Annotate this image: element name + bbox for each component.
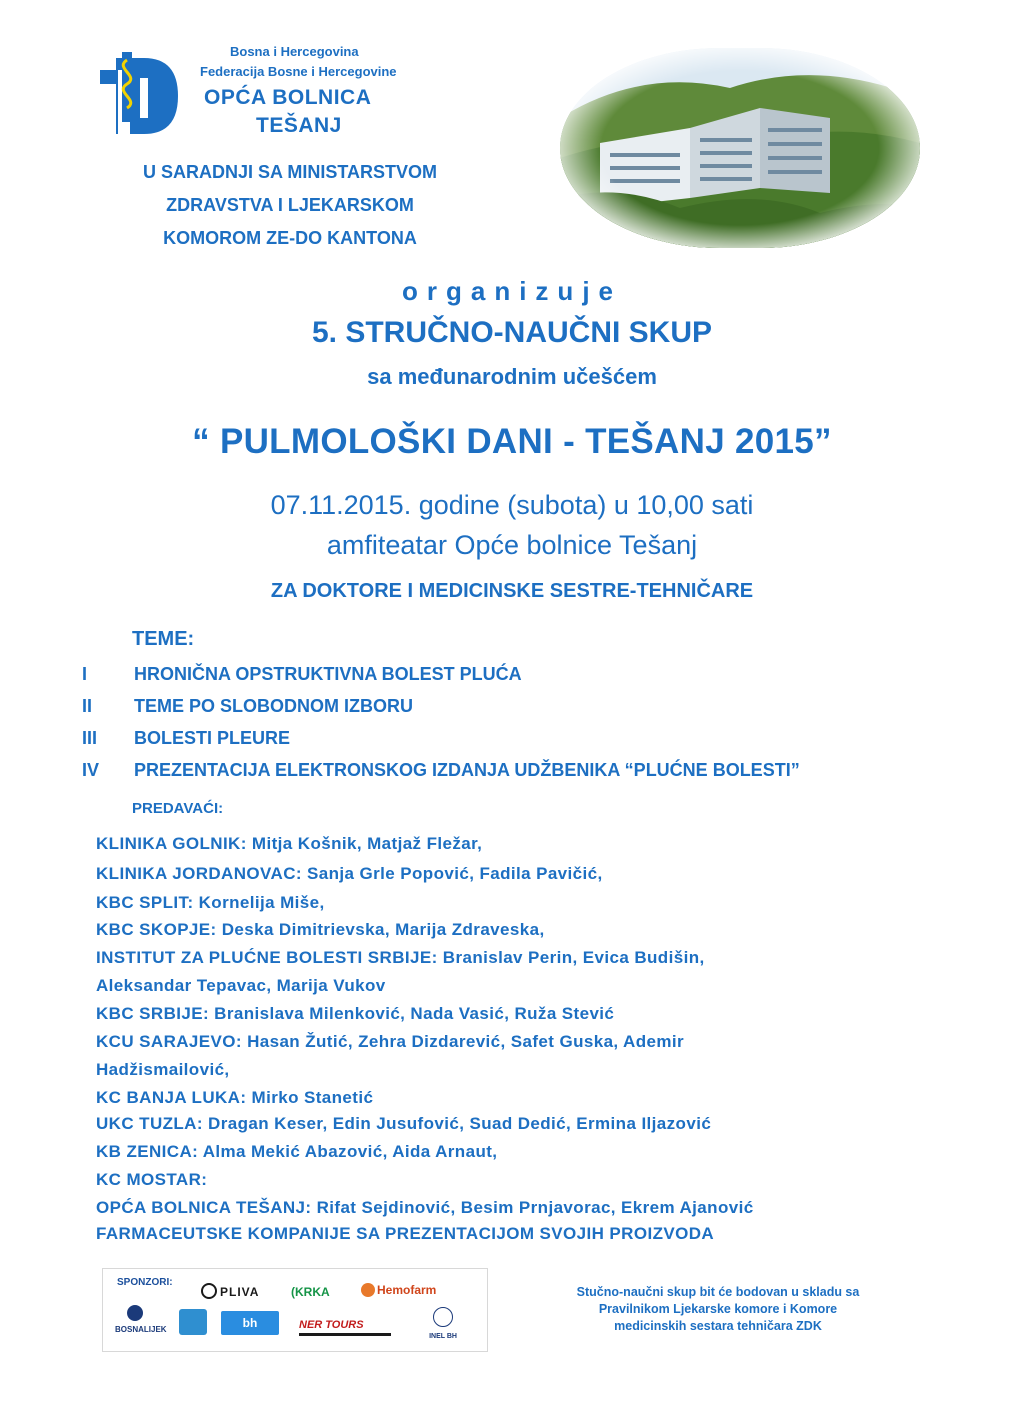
cooperation-line1: U SARADNJI SA MINISTARSTVOM bbox=[142, 162, 437, 182]
lecturer-line: KBC SRBIJE: Branislava Milenković, Nada Vasić, Ruža Stević bbox=[96, 1004, 615, 1023]
lecturer-line: UKC TUZLA: Dragan Keser, Edin Jusufović, Suad Dedić, Ermina Iljazović bbox=[96, 1114, 712, 1133]
lecturer-line: KLINIKA GOLNIK: Mitja Košnik, Matjaž Fležar, bbox=[96, 834, 483, 853]
note-line2: Pravilnikom Ljekarske komore i Komore bbox=[598, 1302, 838, 1316]
hospital-logo bbox=[96, 48, 182, 138]
sponsor-inel: INEL BH bbox=[421, 1307, 465, 1341]
sponsor-pliva: PLIVA bbox=[201, 1283, 259, 1299]
hospital-name-line2: TEŠANJ bbox=[256, 114, 342, 137]
topic-item: IV PREZENTACIJA ELEKTRONSKOG IZDANJA UDŽBENIKA “PLUĆNE BOLESTI” bbox=[82, 760, 800, 780]
lecturers-label: PREDAVAĆI: bbox=[132, 800, 224, 817]
cooperation-line2: ZDRAVSTVA I LJEKARSKOM bbox=[166, 195, 414, 215]
event-title: 5. STRUČNO-NAUČNI SKUP bbox=[311, 316, 713, 349]
lecturer-line: KC MOSTAR: bbox=[96, 1170, 208, 1189]
lecturer-line: FARMACEUTSKE KOMPANIJE SA PREZENTACIJOM SVOJIH PROIZVODA bbox=[96, 1224, 715, 1243]
krka-icon: ( bbox=[291, 1285, 295, 1299]
event-subtitle: sa međunarodnim učešćem bbox=[367, 364, 657, 389]
inel-icon bbox=[433, 1307, 453, 1327]
event-venue: amfiteatar Opće bolnice Tešanj bbox=[326, 530, 698, 560]
sponsors-box bbox=[102, 1268, 488, 1352]
lecturer-line: KBC SKOPJE: Deska Dimitrievska, Marija Zdraveska, bbox=[96, 920, 545, 939]
event-name: “ PULMOLOŠKI DANI - TEŠANJ 2015” bbox=[192, 422, 832, 461]
lecturer-line: KCU SARAJEVO: Hasan Žutić, Zehra Dizdarević, Safet Guska, Ademir bbox=[96, 1032, 685, 1051]
lecturer-line: KBC SPLIT: Kornelija Miše, bbox=[96, 893, 325, 912]
sponsor-bh: bh bbox=[221, 1311, 279, 1335]
sponsor-ner-tours: NER TOURS bbox=[299, 1317, 391, 1336]
organizes-text: organizuje bbox=[401, 276, 622, 306]
lecturer-line: KC BANJA LUKA: Mirko Stanetić bbox=[96, 1088, 374, 1107]
country-text: Bosna i Hercegovina bbox=[230, 44, 359, 59]
sponsor-hemofarm: Hemofarm bbox=[361, 1283, 436, 1297]
hemofarm-icon bbox=[361, 1283, 375, 1297]
lecturer-line: KB ZENICA: Alma Mekić Abazović, Aida Arnaut, bbox=[96, 1142, 498, 1161]
note-line3: medicinskih sestara tehničara ZDK bbox=[614, 1319, 822, 1333]
event-audience: ZA DOKTORE I MEDICINSKE SESTRE-TEHNIČARE bbox=[270, 580, 754, 602]
topic-item: II TEME PO SLOBODNOM IZBORU bbox=[82, 696, 413, 716]
sponsor-bosnalijek: BOSNALIJEK bbox=[115, 1305, 155, 1335]
sponsor-farmavita bbox=[179, 1309, 207, 1338]
farmavita-icon bbox=[179, 1309, 207, 1335]
hospital-name-line1: OPĆA BOLNICA bbox=[204, 86, 372, 109]
topics-label: TEME: bbox=[132, 628, 195, 650]
lecturer-line: Aleksandar Tepavac, Marija Vukov bbox=[96, 976, 386, 995]
sponsors-label: SPONZORI: bbox=[117, 1277, 173, 1288]
lecturer-line: Hadžismailović, bbox=[96, 1060, 230, 1079]
pliva-icon bbox=[201, 1283, 217, 1299]
topic-item: I HRONIČNA OPSTRUKTIVNA BOLEST PLUĆA bbox=[82, 664, 522, 684]
lecturer-line: KLINIKA JORDANOVAC: Sanja Grle Popović, Fadila Pavičić, bbox=[96, 864, 603, 883]
note-line1: Stučno-naučni skup bit će bodovan u skladu sa bbox=[576, 1285, 860, 1299]
federation-text: Federacija Bosne i Hercegovine bbox=[200, 64, 397, 79]
bosnalijek-icon bbox=[127, 1305, 143, 1321]
sponsor-krka: (KRKA bbox=[291, 1285, 330, 1299]
lecturer-line: OPĆA BOLNICA TEŠANJ: Rifat Sejdinović, Besim Prnjavorac, Ekrem Ajanović bbox=[96, 1198, 754, 1217]
event-date: 07.11.2015. godine (subota) u 10,00 sati bbox=[270, 490, 754, 520]
hospital-building-photo bbox=[560, 48, 920, 248]
lecturer-line: INSTITUT ZA PLUĆNE BOLESTI SRBIJE: Branislav Perin, Evica Budišin, bbox=[96, 948, 705, 967]
cooperation-line3: KOMOROM ZE-DO KANTONA bbox=[163, 228, 417, 248]
accreditation-note bbox=[548, 1284, 888, 1335]
topic-item: III BOLESTI PLEURE bbox=[82, 728, 291, 748]
